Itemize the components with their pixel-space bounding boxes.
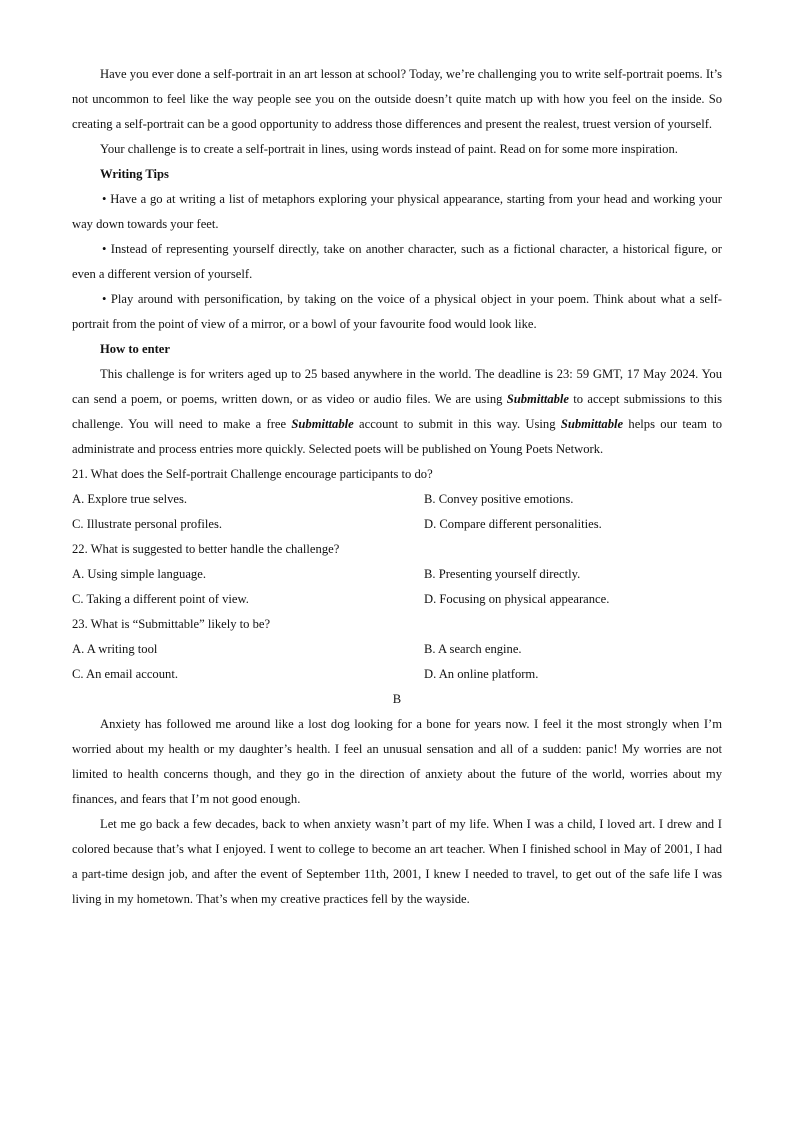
option-c: C. Illustrate personal profiles. xyxy=(72,517,223,531)
tip-item: • Instead of representing yourself directly, take on another character, such as a fictional character, a historical figure, or even a different version of yourself. xyxy=(72,242,722,281)
tip-item: • Play around with personification, by taking on the voice of a physical object in your poem. Think about what a self-portrait from the point of view of a mirror, or a bowl of your favourite food would look like. xyxy=(72,292,722,331)
submittable-brand: Submittable xyxy=(506,392,569,406)
question-22-options-row xyxy=(72,562,722,587)
option-b: B. Convey positive emotions. xyxy=(424,492,574,506)
enter-text-4: helps our team to administrate and process entries more quickly. Selected poets will be published on Young Poets Network. xyxy=(72,417,722,456)
writing-tips-heading: Writing Tips xyxy=(100,167,169,181)
option-c: C. An email account. xyxy=(72,667,178,681)
question-23-stem: 23. What is “Submittable” likely to be? xyxy=(72,617,271,631)
question-21-options-row xyxy=(72,487,722,512)
option-b: B. A search engine. xyxy=(424,642,522,656)
option-c: C. Taking a different point of view. xyxy=(72,592,249,606)
option-d: D. Compare different personalities. xyxy=(424,517,602,531)
intro-paragraph: Have you ever done a self-portrait in an art lesson at school? Today, we’re challenging you to write self-portrait poems. It’s not uncommon to feel like the way people see you on the outside doesn’t quite match up with how you feel on the inside. So creating a self-portrait can be a good opportunity to address those differences and present the realest, truest version of yourself. xyxy=(72,67,722,131)
submittable-brand: Submittable xyxy=(291,417,354,431)
option-b: B. Presenting yourself directly. xyxy=(424,567,581,581)
backstory-paragraph: Let me go back a few decades, back to when anxiety wasn’t part of my life. When I was a child, I loved art. I drew and I colored because that’s what I enjoyed. I went to college to become an art teacher. When I finished school in May of 2001, I had a part-time design job, and after the event of September 11th, 2001, I knew I needed to travel, to get out of the safe life I was living in my hometown. That’s when my creative practices fell by the wayside. xyxy=(72,817,722,906)
option-d: D. Focusing on physical appearance. xyxy=(424,592,610,606)
enter-text-2: to accept submissions to this challenge. You will need to make a free xyxy=(72,392,722,431)
enter-paragraph xyxy=(72,362,722,462)
tip-item: • Have a go at writing a list of metaphors exploring your physical appearance, starting from your head and working your way down towards your feet. xyxy=(72,192,722,231)
enter-text-1: This challenge is for writers aged up to 25 based anywhere in the world. The deadline is 23: 59 GMT, 17 May 2024. You can send a poem, or poems, written down, or as video or audio files. We are using xyxy=(72,367,722,406)
section-b-label: B xyxy=(392,692,402,706)
document-page xyxy=(72,62,722,912)
enter-text-3: account to submit in this way. Using xyxy=(353,417,561,431)
question-23-options-row xyxy=(72,662,722,687)
option-a: A. Explore true selves. xyxy=(72,492,188,506)
question-22-stem: 22. What is suggested to better handle the challenge? xyxy=(72,542,340,556)
question-21-stem: 21. What does the Self-portrait Challenge encourage participants to do? xyxy=(72,467,433,481)
submittable-brand: Submittable xyxy=(560,417,624,431)
challenge-paragraph: Your challenge is to create a self-portrait in lines, using words instead of paint. Read on for some more inspiration. xyxy=(100,142,678,156)
option-d: D. An online platform. xyxy=(424,667,539,681)
option-a: A. Using simple language. xyxy=(72,567,206,581)
question-22-options-row xyxy=(72,587,722,612)
question-21-options-row xyxy=(72,512,722,537)
option-a: A. A writing tool xyxy=(72,642,158,656)
anxiety-paragraph: Anxiety has followed me around like a lost dog looking for a bone for years now. I feel it the most strongly when I’m worried about my health or my daughter’s health. I feel an unusual sensation and all of a sudden: panic! My worries are not limited to health concerns though, and they go in the direction of anxiety about the future of the world, worries about my finances, and fears that I’m not good enough. xyxy=(72,717,722,806)
how-to-enter-heading: How to enter xyxy=(100,342,170,356)
question-23-options-row xyxy=(72,637,722,662)
